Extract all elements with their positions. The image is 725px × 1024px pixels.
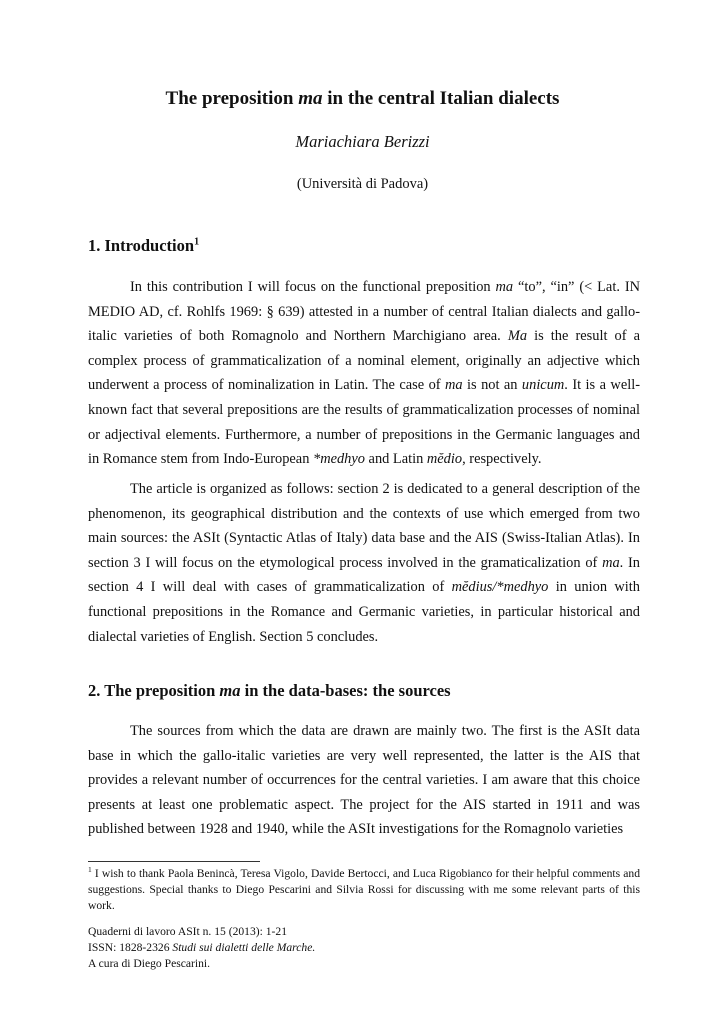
paragraph-intro-2: The article is organized as follows: section 2 is dedicated to a general description of the phenomenon, its geographical distribution and the contexts of use which emerged from two main sources: the ASIt (Syntactic Atlas of Italy) data base and the AIS (Swiss-Italian Atlas). In section 3 I will focus on the etymological process involved in the gramaticalization of ma. In section 4 I will deal with cases of grammaticalization of mĕdius/*medhyo in union with functional prepositions in the Romance and Germanic varieties, in particular historical and dialectal varieties of English. Section 5 concludes.	[88, 481, 640, 645]
paragraph-intro-1: In this contribution I will focus on the functional preposition ma “to”, “in” (< Lat. IN MEDIO AD, cf. Rohlfs 1969: § 639) attested in a number of central Italian dialects and gallo-italic varieties of both Romagnolo and Northern Marchigiano area. Ma is the result of a complex process of grammaticalization of a nominal element, originally an adjective which underwent a process of nominalization in Latin. The case of ma is not an unicum. It is a well-known fact that several prepositions are the results of grammaticalization processes of nominal or adjectival elements. Furthermore, a number of prepositions in the Germanic languages and in Romance stem from Indo-European *medhyo and Latin mĕdio, respectively.	[88, 279, 641, 468]
section-heading-introduction: 1. Introduction$^1$	[88, 236, 200, 255]
paper-title: The preposition ma in the central Italian dialects	[165, 88, 560, 109]
footnote-1: $^1$ I wish to thank Paola Benincà, Teresa Vigolo, Davide Bertocci, and Luca Rigobianco for their helpful comments and suggestions. Special thanks to Diego Pescarini and Silvia Rossi for discussing with me some relevant parts of this work.	[88, 865, 640, 912]
author-affiliation: (Università di Padova)	[296, 176, 429, 192]
section-heading-sources: 2. The preposition ma in the data-bases: the sources	[88, 681, 451, 700]
publication-colophon	[88, 924, 640, 972]
footnote-separator	[88, 861, 260, 862]
colophon-issn: ISSN: 1828-2326 Studi sui dialetti delle Marche.	[88, 941, 316, 954]
author-name: Mariachiara Berizzi	[295, 132, 430, 151]
colophon-journal: Quaderni di lavoro ASIt n. 15 (2013): 1-21	[88, 925, 287, 938]
colophon-editor: A cura di Diego Pescarini.	[88, 957, 211, 970]
footnote-marker[interactable]: 1	[194, 236, 200, 248]
paragraph-sources-1: The sources from which the data are drawn are mainly two. The first is the ASIt data base in which the gallo-italic varieties are very well represented, the latter is the AIS that provides a relevant number of occurrences for the central varieties. I am aware that this choice presents at least one problematic aspect. The project for the AIS started in 1911 and was published between 1928 and 1940, while the ASIt investigations for the Romagnolo varieties	[88, 723, 640, 838]
